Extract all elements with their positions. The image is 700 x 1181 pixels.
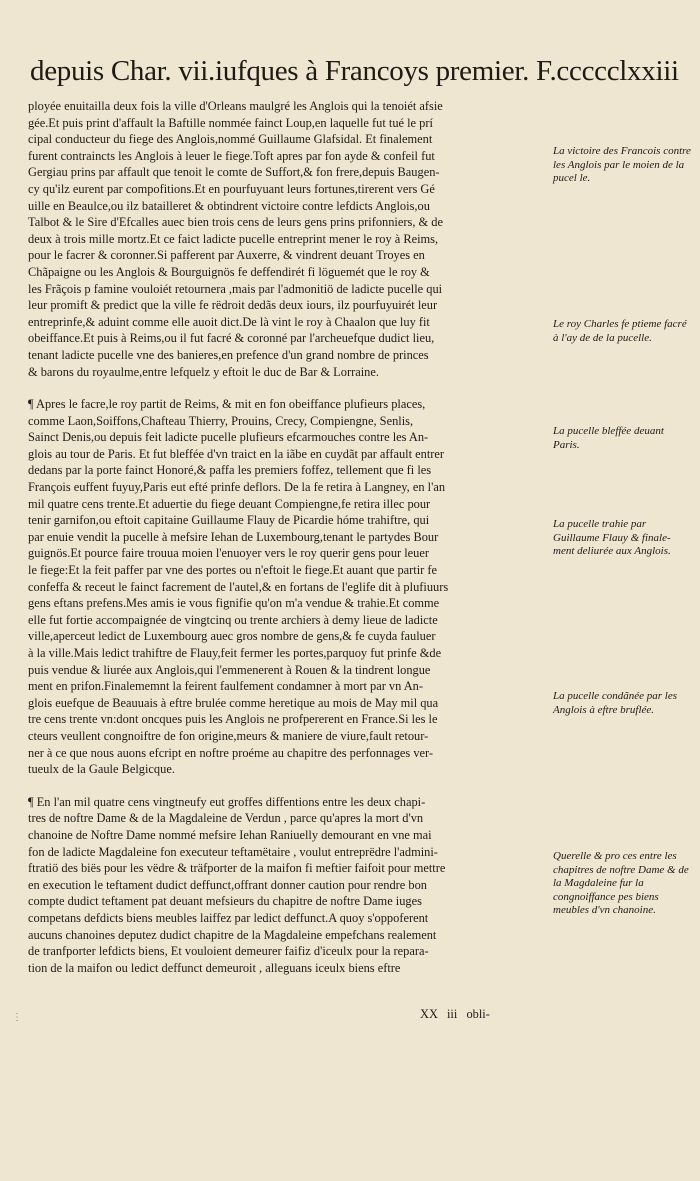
text-line: tion de la maifon ou ledict deffunct demeuroit , alleguans iceulx biens eftre [28,960,401,975]
text-line: gée.Et puis print d'affault la Baftille nommée fainct Loup,en laquelle fut tué le prí [28,115,433,130]
text-line: & barons du royaulme,entre lefquelz y eftoit le duc de Bar & Lorraine. [28,364,379,379]
paragraph-verdun-chapters [28,794,548,977]
text-line: deux à trois mille mortz.Et ce faict ladicte pucelle entreprint mener le roy à Reims, [28,231,439,246]
margin-note-betrayal: La pucelle trahie par Guillaume Flauy & finale- ment deliurée aux Anglois. [553,518,671,558]
text-line: à la ville.Mais ledict trahiftre de Flauy,feit fermer les portes,parquoy fut prinfe &de [28,646,442,660]
running-title: depuis Char. vii.iufques à Francoys premier. F.ccccclxxiii [30,55,679,87]
text-line: François euffent fuyuy,Paris eut efté prinfe deflors. De la fe retira à Langney, en l'an [28,480,446,495]
text-line: ville,aperceut ledict de Luxembourg auec gros nombre de gens,& fe cuyda fauluer [28,629,436,644]
margin-smudge: ⋮ [12,1012,22,1023]
text-line: puis vendue & liurée aux Anglois,qui l'emmenerent à Rouen & la tindrent longue [28,662,431,677]
text-line: ment en prifon.Finalememnt la feirent faulfement condamner à mort par vn An- [28,679,423,694]
text-line: glois au tour de Paris. Et fut bleffée d'vn traict en la iãbe en cuydãt par affault entrer [28,446,445,461]
text-line: entreprinfe,& aduint comme elle auoit dict.De là vint le roy à Chaalon que luy fit [28,314,430,329]
margin-note-quarrel: Querelle & pro ces entre les chapitres de noftre Dame & de la Magdaleine fur la congnoiffance pes biens meubles d'vn chanoine. [553,850,689,917]
text-line: compte dudict teftament pat deuant mefsieurs du chapitre de noftre Dame iuges [28,894,422,909]
text-line: le fiege:Et la feit paffer par vne des portes ou n'eftoit le fiege.Et auant que partir fe [28,563,437,578]
paragraph-joan-orleans-reims [28,98,548,380]
text-line: tenir garnifon,ou eftoit capitaine Guillaume Flauy de Picardie hóme trahiftre, qui [28,513,430,528]
text-line: ployée enuitailla deux fois la ville d'Orleans maulgré les Anglois qui la tenoiét afsie [28,99,443,113]
paragraph-joan-capture [28,396,548,778]
text-line: comme Laon,Soiffons,Chafteau Thierry, Prouins, Crecy, Compiengne, Senlis, [28,413,414,428]
text-line: pour le facrer & coronner.Si pafferent par Auxerre, & vindrent deuant Troyes en [28,248,425,263]
text-line: uille en Beaulce,ou ilz batailleret & obtindrent victoire contre lefdicts Anglois,ou [28,198,430,213]
text-line: competans defdicts biens meubles laiffez par ledict deffunct.A quoy s'oppoferent [28,910,429,925]
text-line: ¶ En l'an mil quatre cens vingtneufy eut groffes diffentions entre les deux chapi- [28,794,426,809]
catchword: obli- [466,1007,490,1021]
text-line: tres de noftre Dame & de la Magdaleine de Verdun , parce qu'apres la mort d'vn [28,811,424,826]
text-line: Gergiau prins par affault que tenoit le comte de Suffort,& fon frere,depuis Baugen- [28,165,440,180]
margin-note-condemned: La pucelle condãnée par les Anglois à eftre bruflée. [553,690,678,716]
text-line: les Frãçois p famine vouloiét retournera ,mais par l'admonitiö de ladicte pucelle qui [28,281,443,296]
text-line: leur promift & predict que la ville fe rëdroit dedãs deux iours, ilz pourfuyuirét leur [28,298,438,313]
text-line: glois euefque de Beauuais à eftre brulée comme heretique au mois de May mil qua [28,695,439,710]
text-line: de tranfporter lefdicts biens, Et vouloient demeurer faifiz d'iceulx pour la repara- [28,944,429,959]
main-text-column [28,98,548,992]
signature-mark: XX iii [420,1007,458,1021]
text-line: ftratiö des biës pour les vëdre & träfporter de la maifon fi meftier faifoit pour mettre [28,861,446,876]
margin-note-coronation: Le roy Charles fe ptieme facré à l'ay de de la pucelle. [553,318,687,344]
text-line: aucuns chanoines deputez dudict chapitre de la Magdaleine empefchans realement [28,927,437,942]
text-line: tre cens trente vn:dont oncques puis les Anglois ne profpererent en France.Si les le [28,712,438,727]
text-line: confeffa & receut le fainct facrement de l'autel,& en fortans de l'eglife dit à plufiuurs [28,579,449,594]
text-line: ner à ce que nous auons efcript en noftre proéme au chapitre des perfonnages ver- [28,745,434,760]
text-line: elle fut fortie accompaignée de vingtcinq ou trente archiers à demy lieue de ladicte [28,612,438,627]
text-line: dedans par la porte fainct Honoré,& paffa les premiers foffez, tellement que fi les [28,463,432,478]
text-line: mil quatre cens trente.Et aduertie du fiege deuant Compiengne,fe retira illec pour [28,496,431,511]
text-line: ¶ Apres le facre,le roy partit de Reims, & mit en fon obeiffance plufieurs places, [28,397,426,412]
text-line: en execution le teftament dudict deffunct,offrant donner caution pour rendre bon [28,877,427,892]
text-line: tueulx de la Gaule Belgicque. [28,762,175,777]
text-line: Sainct Denis,ou depuis feit ladicte pucelle plufieurs efcarmouches contre les An- [28,430,429,445]
text-line: chanoine de Noftre Dame nommé mefsire Iehan Raniuelly demourant en vne mai [28,827,432,842]
text-line: fon de ladicte Magdaleine fon executeur teftamëtaire , voulut entreprëdre l'admini- [28,844,438,859]
text-line: par enuie vendit la pucelle à mefsire Iehan de Luxembourg,tenant le partydes Bour [28,529,439,544]
text-line: tenant ladicte pucelle vne des banieres,en prefence d'un grand nombre de princes [28,347,429,362]
text-line: cteurs veullent congnoiftre de fon origine,meurs & maniere de viure,fault retour- [28,728,429,743]
margin-note-victory: La victoire des Francois contre les Anglois par le moien de la pucel le. [553,145,691,185]
text-line: cipal conducteur du fiege des Anglois,nommé Guillaume Glafsidal. Et finalement [28,132,433,147]
text-line: guignös.Et pource faire trouua moien l'enuoyer vers le roy querir gens pour leuer [28,546,430,561]
page-footer [420,1007,490,1022]
text-line: cy qu'ilz eurent par compofitions.Et en pourfuyuant leurs fortunes,tirerent vers Gé [28,181,435,196]
text-line: obeiffance.Et puis à Reims,ou il fut facré & coronné par l'archeuefque dudict lieu, [28,331,435,346]
text-line: Chãpaigne ou les Anglois & Bourguignös fe deffendirét fi löguemét que le roy & [28,264,430,279]
text-line: furent contraincts les Anglois à leuer le fiege.Toft apres par fon ayde & confeil fut [28,148,435,163]
margin-note-wounded-paris: La pucelle bleffée deuant Paris. [553,425,664,451]
text-line: gens eftans prefens.Mes amis ie vous fignifie qu'on m'a vendue & trahie.Et comme [28,596,440,611]
text-line: Talbot & le Sire d'Efcalles auec bien trois cens de leurs gens prins prifonniers, & de [28,215,443,230]
